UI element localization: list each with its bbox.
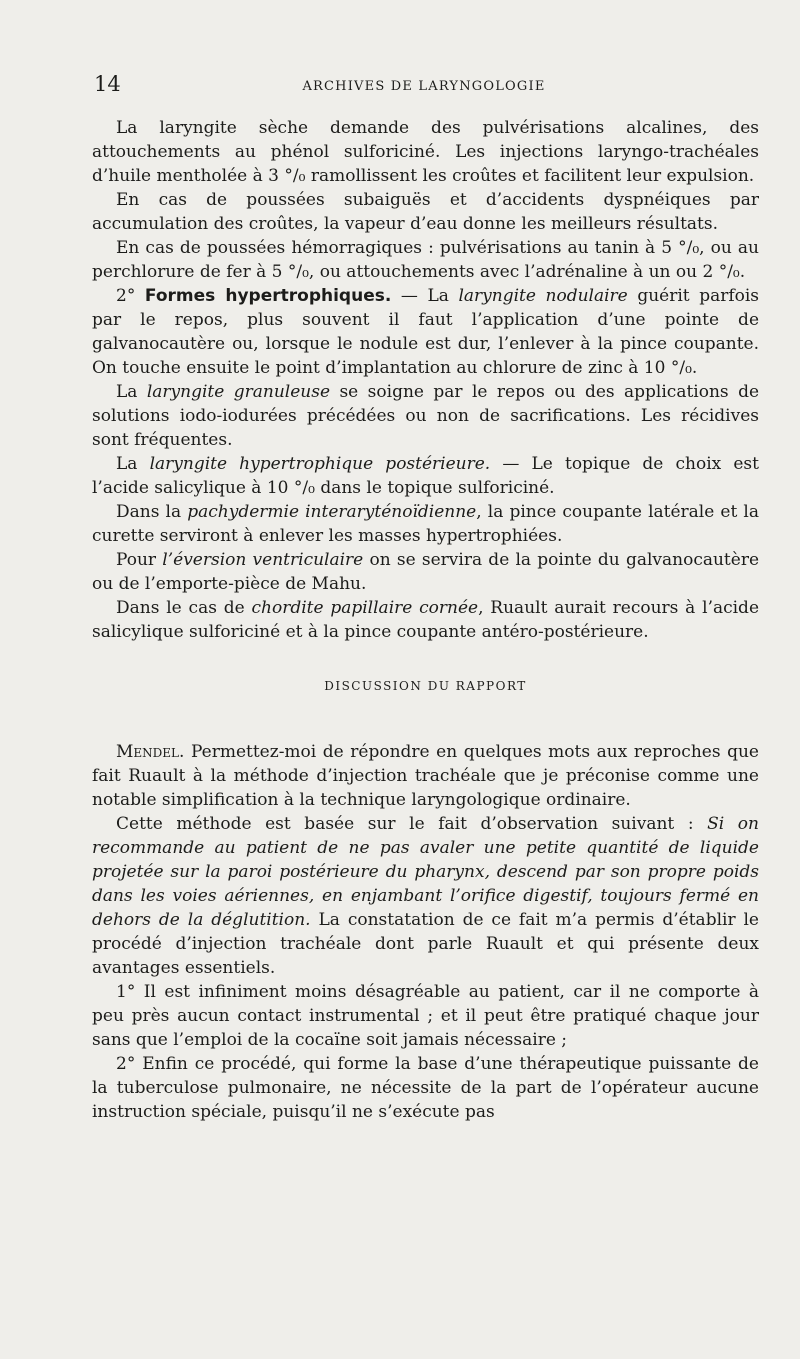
- text-run: — Le topique de choix est l’acide salicylique à 10 °/₀ dans le topique sulforiciné.: [92, 454, 759, 498]
- text-run: guérit parfois par le repos, plus souvent il faut l’application d’une pointe de galvanocautère ou, lorsque le nodule est dur, l’enlever à la pince coupante. On touche ensuite le point d’implantation au chlorure de zinc à 10 °/₀.: [92, 286, 760, 378]
- paragraph-poussees-hemorragiques: En cas de poussées hémorragiques : pulvérisations au tanin à 5 °/₀, ou au perchlorure de fer à 5 °/₀, ou attouchements avec l’adrénaline à un ou 2 °/₀.: [92, 238, 759, 282]
- italic-term: chordite papillaire cornée: [251, 598, 479, 618]
- text-run: , la pince coupante latérale et la curette serviront à enlever les masses hypertrophiées.: [92, 502, 759, 546]
- paragraph-methode-observation: [92, 812, 759, 980]
- speaker-name: Mendel.: [116, 742, 185, 762]
- paragraph-formes-hypertrophiques: [92, 284, 759, 380]
- text-run: Cette méthode est basée sur le fait d’observation suivant :: [116, 814, 708, 834]
- paragraph-laryngite-granuleuse: [92, 380, 759, 452]
- italic-term: l’éversion ventriculaire: [162, 550, 364, 570]
- page-number: 14: [94, 72, 121, 96]
- paragraph-mendel: [92, 740, 759, 812]
- paragraph-avantage-1: 1° Il est infiniment moins désagréable au patient, car il ne comporte à peu près aucun contact instrumental ; et il peut être pratiqué chaque jour sans que l’emploi de la cocaïne soit jamais nécessaire ;: [92, 982, 759, 1050]
- paragraph-laryngite-hypertrophique: [92, 452, 759, 500]
- section-heading: Formes hypertrophiques.: [144, 286, 392, 306]
- page-header: [94, 72, 754, 102]
- running-title: ARCHIVES DE LARYNGOLOGIE: [302, 79, 546, 94]
- paragraph-laryngite-seche: La laryngite sèche demande des pulvérisations alcalines, des attouchements au phénol sulforiciné. Les injections laryngo-trachéales d’huile mentholée à 3 °/₀ ramollissent les croûtes et facilitent leur expulsion.: [92, 118, 759, 186]
- text-run: , Ruault aurait recours à l’acide salicylique sulforiciné et à la pince coupante antéro-postérieure.: [92, 598, 760, 642]
- text-run: on se servira de la pointe du galvanocautère ou de l’emporte-pièce de Mahu.: [92, 550, 759, 594]
- italic-quote: Si on recommande au patient de ne pas avaler une petite quantité de liquide projetée sur la paroi postérieure du pharynx, descend par son propre poids dans les voies aériennes, en enjambant l’orifice digestif, toujours fermé en dehors de la déglutition.: [92, 814, 759, 930]
- text-run: La: [116, 454, 150, 474]
- text-run: Dans le cas de: [116, 598, 252, 618]
- italic-term: laryngite nodulaire: [458, 286, 628, 306]
- text-run: se soigne par le repos ou des applications de solutions iodo-iodurées précédées ou non de sacrifications. Les récidives sont fréquentes.: [92, 382, 760, 450]
- paragraph-chordite-papillaire: [92, 596, 759, 644]
- italic-term: laryngite granuleuse: [146, 382, 331, 402]
- discussion-heading: DISCUSSION DU RAPPORT: [324, 679, 527, 693]
- italic-term: pachydermie interaryténoïdienne: [187, 502, 477, 522]
- paragraph-eversion-ventriculaire: [92, 548, 759, 596]
- paragraph-poussees-subaigues: En cas de poussées subaiguës et d’accidents dyspnéiques par accumulation des croûtes, la vapeur d’eau donne les meilleurs résultats.: [92, 190, 759, 234]
- text-run: Pour: [116, 550, 163, 570]
- text-run: La constatation de ce fait m’a permis d’établir le procédé d’injection trachéale dont parle Ruault et qui présente deux avantages essentiels.: [92, 910, 759, 978]
- text-run: Dans la: [116, 502, 188, 522]
- text-run: — La: [391, 286, 459, 306]
- paragraph-pachydermie: [92, 500, 759, 548]
- text-run: La: [116, 382, 147, 402]
- body-text: [92, 116, 759, 1124]
- paragraph-avantage-2: 2° Enfin ce procédé, qui forme la base d’une thérapeutique puissante de la tuberculose pulmonaire, ne nécessite de la part de l’opérateur aucune instruction spéciale, puisqu’il ne s’exécute pas: [92, 1054, 759, 1122]
- italic-term: laryngite hypertrophique postérieure.: [149, 454, 491, 474]
- text-run: Permettez-moi de répondre en quelques mots aux reproches que fait Ruault à la méthode d’injection trachéale que je préconise comme une notable simplification à la technique laryngologique ordinaire.: [92, 742, 759, 810]
- section-number: 2°: [116, 286, 136, 306]
